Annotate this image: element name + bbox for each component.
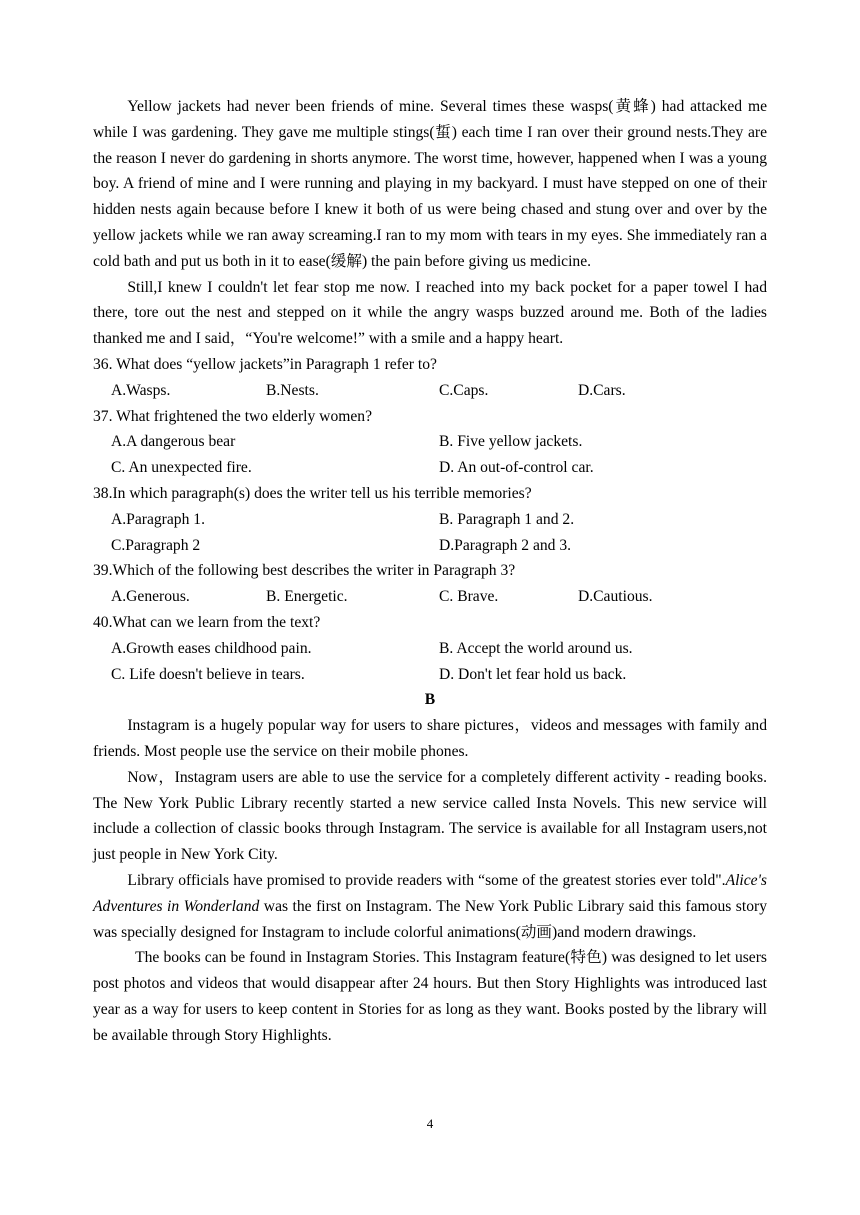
question-37-stem: 37. What frightened the two elderly women? — [93, 407, 373, 425]
question-39-option-d: D.Cautious. — [578, 588, 653, 606]
passage-a-paragraph-1: Yellow jackets had never been friends of mine. Several times these wasps(黄蜂) had attacked me while I was gardening. They gave me multiple stings(蜇) each time I ran over their ground nests.They are the reason I never do gardening in shorts anymore. The worst time, however, happened when I was a young boy. A friend of mine and I were running and playing in my backyard. I must have stepped on one of their hidden nests again because before I knew it both of us were being chased and stung over and over by the yellow jackets while we ran away screaming.I ran to my mom with tears in my eyes. She immediately ran a cold bath and put us both in it to ease(缓解) the pain before giving us medicine. — [93, 98, 767, 270]
question-37-option-b: B. Five yellow jackets. — [439, 433, 583, 451]
question-36-option-a: A.Wasps. — [111, 381, 171, 399]
page-number: 4 — [426, 1116, 434, 1131]
question-36-options — [93, 378, 767, 404]
question-39-option-b: B. Energetic. — [266, 588, 348, 606]
passage-b-paragraph-3-lead: Library officials have promised to provide readers with “some of the greatest stories ever told". — [127, 871, 726, 889]
section-b-heading: B — [424, 691, 436, 709]
question-39-stem: 39.Which of the following best describes the writer in Paragraph 3? — [93, 562, 516, 580]
passage-b-paragraph-2: Now，Instagram users are able to use the service for a completely different activity - reading books. The New York Public Library recently started a new service called Insta Novels. This new service will include a collection of classic books through Instagram. The service is available for all Instagram users,not just people in New York City. — [93, 768, 767, 864]
question-36-option-b: B.Nests. — [266, 381, 319, 399]
question-37-option-a: A.A dangerous bear — [111, 433, 236, 451]
question-38-option-b: B. Paragraph 1 and 2. — [439, 510, 575, 528]
question-40-option-b: B. Accept the world around us. — [439, 639, 633, 657]
passage-b-paragraph-4: The books can be found in Instagram Stories. This Instagram feature(特色) was designed to let users post photos and videos that would disappear after 24 hours. But then Story Highlights was introduced last year as a way for users to keep content in Stories for as long as they want. Books posted by the library will be available through Story Highlights. — [93, 949, 767, 1044]
passage-b-paragraph-1: Instagram is a hugely popular way for users to share pictures，videos and messages with family and friends. Most people use the service on their mobile phones. — [93, 717, 767, 760]
question-40-stem: 40.What can we learn from the text? — [93, 613, 321, 631]
question-38-option-d: D.Paragraph 2 and 3. — [439, 536, 572, 554]
question-38-options-row-1 — [93, 507, 767, 533]
question-38-option-c: C.Paragraph 2 — [111, 536, 201, 554]
question-40-option-c: C. Life doesn't believe in tears. — [111, 665, 305, 683]
passage-a-paragraph-2: Still,I knew I couldn't let fear stop me now. I reached into my back pocket for a paper towel I had there, tore out the nest and stepped on it while the angry wasps buzzed around me. Both of the ladies thanked me and I said，“You're welcome!” with a smile and a happy heart. — [93, 278, 767, 348]
question-40-options-row-1 — [93, 636, 767, 662]
question-38-option-a: A.Paragraph 1. — [111, 510, 205, 528]
question-39-option-a: A.Generous. — [111, 588, 190, 606]
question-40-option-d: D. Don't let fear hold us back. — [439, 665, 627, 683]
passage-b-paragraph-3 — [93, 868, 767, 945]
question-39-option-c: C. Brave. — [439, 588, 499, 606]
passage-b-paragraph-3-rest: was the first on Instagram. The New York Public Library said this famous story was specially designed for Instagram to include colorful animations(动画)and modern drawings. — [93, 897, 767, 941]
question-38-stem: 38.In which paragraph(s) does the writer tell us his terrible memories? — [93, 484, 532, 502]
question-40-option-a: A.Growth eases childhood pain. — [111, 639, 312, 657]
question-37-option-c: C. An unexpected fire. — [111, 459, 252, 477]
question-37-option-d: D. An out-of-control car. — [439, 459, 594, 477]
question-39-options — [93, 584, 767, 610]
question-36-stem: 36. What does “yellow jackets”in Paragraph 1 refer to? — [93, 355, 437, 373]
book-title: Alice's Adventures in Wonderland — [93, 871, 767, 915]
question-36-option-d: D.Cars. — [578, 381, 626, 399]
exam-page — [93, 94, 767, 1048]
question-37-options-row-2 — [93, 455, 767, 481]
question-37-options-row-1 — [93, 429, 767, 455]
question-38-options-row-2 — [93, 533, 767, 559]
question-36-option-c: C.Caps. — [439, 381, 489, 399]
question-40-options-row-2 — [93, 662, 767, 688]
